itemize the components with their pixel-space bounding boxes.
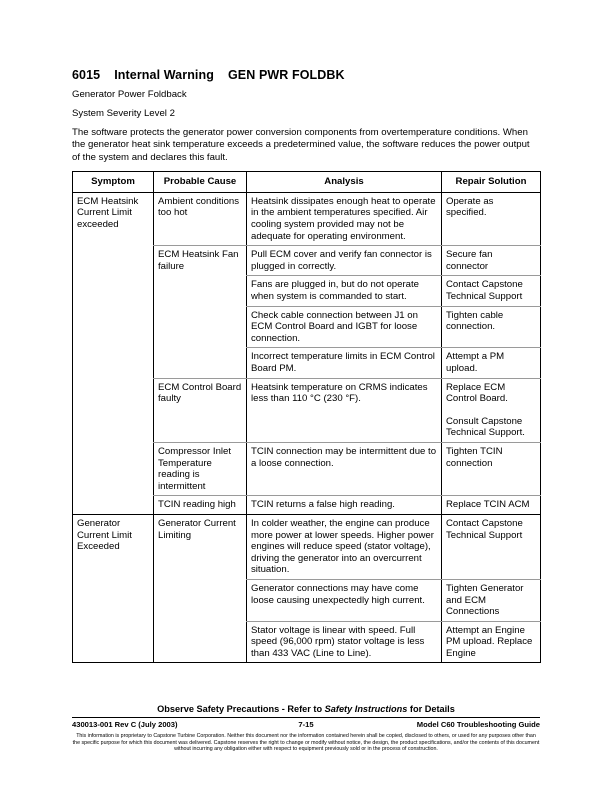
fault-name: Internal Warning: [114, 68, 214, 82]
troubleshooting-table: [72, 171, 541, 664]
analysis-cell: Heatsink temperature on CRMS indicates less than 110 °C (230 °F).: [247, 378, 442, 442]
document-number: 430013-001 Rev C (July 2003): [72, 720, 178, 729]
cause-cell: Compressor Inlet Temperature reading is intermittent: [154, 442, 247, 495]
header-repair-solution: Repair Solution: [442, 171, 541, 192]
repair-line: Consult Capstone Technical Support.: [446, 415, 525, 439]
repair-cell: Secure fan connector: [442, 246, 541, 276]
repair-cell: Tighten cable connection.: [442, 306, 541, 348]
table-row: [73, 192, 541, 245]
cause-cell: TCIN reading high: [154, 496, 247, 515]
safety-prefix: Observe Safety Precautions - Refer to: [157, 704, 325, 714]
severity-level: System Severity Level 2: [72, 108, 175, 119]
repair-cell: Contact Capstone Technical Support: [442, 514, 541, 579]
page-content: [72, 68, 540, 663]
repair-cell: Tighten TCIN connection: [442, 442, 541, 495]
fault-message: GEN PWR FOLDBK: [227, 68, 345, 82]
header-probable-cause: Probable Cause: [154, 171, 247, 192]
repair-cell: Replace TCIN ACM: [442, 496, 541, 515]
proprietary-notice: This information is proprietary to Capstone Turbine Corporation. Neither this document nor the information contained herein shall be copied, disclosed to others, or used for any purposes other than the specific purpose for which this document was delivered. Capstone reserves the right to change or modify without notice, the design, the product specifications, and/or the contents of this document without incurring any obligation either with respect to equipment previously sold or in the process of construction.: [72, 733, 540, 753]
safety-instructions-ref: Safety Instructions: [324, 704, 408, 714]
header-analysis: Analysis: [247, 171, 442, 192]
analysis-cell: Incorrect temperature limits in ECM Control Board PM.: [247, 348, 442, 378]
analysis-cell: Stator voltage is linear with speed. Full speed (96,000 rpm) stator voltage is less than 433 VAC (Line to Line).: [247, 621, 442, 663]
analysis-cell: Pull ECM cover and verify fan connector is plugged in correctly.: [247, 246, 442, 276]
footer-divider: [72, 717, 540, 718]
analysis-cell: TCIN connection may be intermittent due to a loose connection.: [247, 442, 442, 495]
analysis-cell: TCIN returns a false high reading.: [247, 496, 442, 515]
fault-subtitle: Generator Power Foldback: [72, 89, 187, 100]
table-row: [73, 514, 541, 579]
cause-cell: Generator Current Limiting: [154, 514, 247, 663]
fault-title: [72, 68, 540, 82]
header-symptom: Symptom: [73, 171, 154, 192]
repair-cell: Attempt a PM upload.: [442, 348, 541, 378]
cause-cell: Ambient conditions too hot: [154, 192, 247, 245]
repair-cell: Attempt an Engine PM upload. Replace Engine: [442, 621, 541, 663]
analysis-cell: Heatsink dissipates enough heat to operate in the ambient temperatures specified. Air cooling system provided may not be adequate for operating environment.: [247, 192, 442, 245]
fault-code: 6015: [72, 68, 101, 82]
repair-cell: Contact Capstone Technical Support: [442, 276, 541, 306]
fault-description: The software protects the generator power conversion components from overtemperature conditions. When the generator heat sink temperature exceeds a predetermined value, the software reduces the power output of the system and declares this fault.: [72, 127, 530, 163]
safety-suffix: for Details: [407, 704, 455, 714]
safety-notice: [72, 704, 540, 714]
repair-line: Replace ECM Control Board.: [446, 381, 508, 405]
repair-cell: Tighten Generator and ECM Connections: [442, 579, 541, 621]
repair-cell: [442, 378, 541, 442]
page-number: 7-15: [298, 720, 314, 729]
cause-cell: ECM Heatsink Fan failure: [154, 246, 247, 378]
analysis-cell: Fans are plugged in, but do not operate when system is commanded to start.: [247, 276, 442, 306]
cause-cell: ECM Control Board faulty: [154, 378, 247, 442]
analysis-cell: In colder weather, the engine can produce more power at lower speeds. Higher power engines will reduce speed (stator voltage), driving the generator into an overcurrent situation.: [247, 514, 442, 579]
symptom-cell: Generator Current Limit Exceeded: [73, 514, 154, 663]
analysis-cell: Check cable connection between J1 on ECM Control Board and IGBT for loose connection.: [247, 306, 442, 348]
table-header-row: [73, 171, 541, 192]
analysis-cell: Generator connections may have come loose causing unexpectedly high current.: [247, 579, 442, 621]
repair-cell: Operate as specified.: [442, 192, 541, 245]
guide-title: Model C60 Troubleshooting Guide: [416, 720, 540, 729]
symptom-cell: ECM Heatsink Current Limit exceeded: [73, 192, 154, 514]
